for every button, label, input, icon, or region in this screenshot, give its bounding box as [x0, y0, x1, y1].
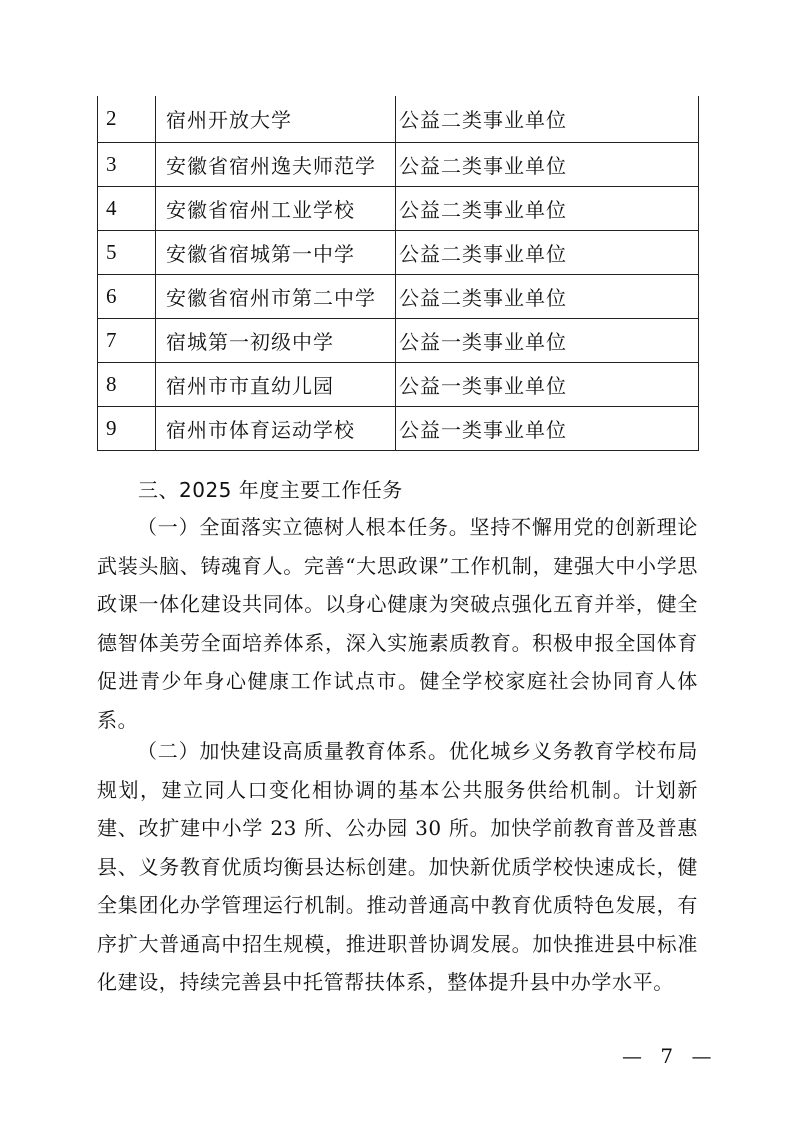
institution-type: 公益二类事业单位	[396, 274, 699, 318]
institution-name: 安徽省宿州工业学校	[156, 186, 396, 230]
institution-name: 宿城第一初级中学	[156, 318, 396, 362]
table-row	[98, 186, 699, 230]
row-number: 8	[98, 362, 156, 406]
table-row	[98, 142, 699, 186]
institution-name: 安徽省宿州市第二中学	[156, 274, 396, 318]
row-number: 6	[98, 274, 156, 318]
section-heading: 三、2025 年度主要工作任务	[138, 478, 403, 502]
institution-type: 公益一类事业单位	[396, 318, 699, 362]
row-number: 2	[98, 96, 156, 142]
page-number: — 7 —	[622, 1044, 718, 1068]
row-number: 5	[98, 230, 156, 274]
institution-type: 公益一类事业单位	[396, 406, 699, 450]
institution-type: 公益一类事业单位	[396, 362, 699, 406]
institution-type: 公益二类事业单位	[396, 186, 699, 230]
institution-table-body	[98, 96, 699, 450]
table-row	[98, 406, 699, 450]
institution-name: 宿州市体育运动学校	[156, 406, 396, 450]
table-row	[98, 318, 699, 362]
table-row	[98, 362, 699, 406]
row-number: 7	[98, 318, 156, 362]
row-number: 4	[98, 186, 156, 230]
institution-name: 安徽省宿城第一中学	[156, 230, 396, 274]
institution-name: 宿州市市直幼儿园	[156, 362, 396, 406]
institution-type: 公益二类事业单位	[396, 96, 699, 142]
table-row	[98, 230, 699, 274]
row-number: 9	[98, 406, 156, 450]
row-number: 3	[98, 142, 156, 186]
institution-table	[97, 96, 699, 451]
institution-type: 公益二类事业单位	[396, 142, 699, 186]
institution-name: 宿州开放大学	[156, 96, 396, 142]
table-row	[98, 274, 699, 318]
institution-name: 安徽省宿州逸夫师范学	[156, 142, 396, 186]
table-row	[98, 96, 699, 142]
paragraph-task-2: （二）加快建设高质量教育体系。优化城乡义务教育学校布局规划，建立同人口变化相协调的基本公共服务供给机制。计划新建、改扩建中小学 23 所、公办园 30 所。加快学前教育普及普惠县、义务教育优质均衡县达标创建。加快新优质学校快速成长，健全集团化办学管理运行机制。推动普通高中教育优质特色发展，有序扩大普通高中招生规模，推进职普协调发展。加快推进县中标准化建设，持续完善县中托管帮扶体系，整体提升县中办学水平。	[97, 739, 698, 994]
paragraph-task-1: （一）全面落实立德树人根本任务。坚持不懈用党的创新理论武装头脑、铸魂育人。完善“大思政课”工作机制，建强大中小学思政课一体化建设共同体。以身心健康为突破点强化五育并举，健全德智体美劳全面培养体系，深入实施素质教育。积极申报全国体育促进青少年身心健康工作试点市。健全学校家庭社会协同育人体系。	[97, 515, 698, 732]
institution-type: 公益二类事业单位	[396, 230, 699, 274]
